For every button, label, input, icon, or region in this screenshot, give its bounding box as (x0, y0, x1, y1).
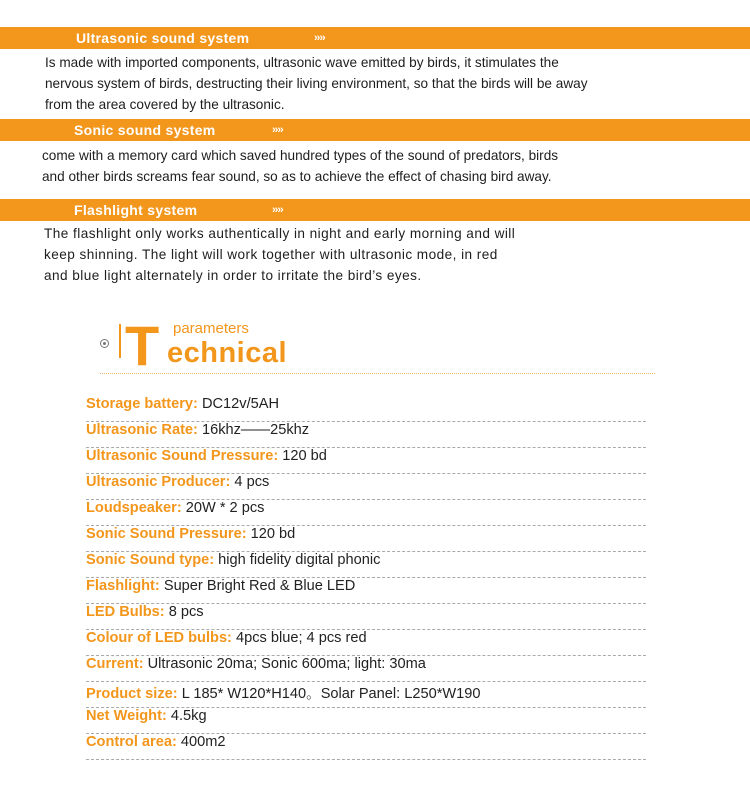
spec-label: Product size: (86, 686, 178, 702)
heading-subtitle: parameters (173, 320, 249, 337)
section-title: Flashlight system (74, 202, 198, 218)
section-title: Sonic sound system (74, 122, 216, 138)
bullet-icon (100, 339, 109, 348)
spec-label: Flashlight: (86, 578, 160, 594)
body-line: come with a memory card which saved hundred types of the sound of predators, birds (42, 148, 559, 163)
section-title: Ultrasonic sound system (76, 30, 250, 46)
spec-label: Ultrasonic Sound Pressure: (86, 448, 279, 464)
heading-underline (100, 373, 655, 374)
section-header-ultrasonic (0, 27, 750, 49)
spec-row-control-area (86, 734, 646, 760)
body-line: The flashlight only works authentically in night and early morning and will (44, 226, 516, 241)
spec-row-current (86, 656, 646, 682)
spec-row-sonic-pressure (86, 526, 646, 552)
section-body-flashlight (44, 223, 515, 286)
section-header-sonic (0, 119, 750, 141)
spec-value: 120 bd (278, 448, 327, 464)
spec-value: 4.5kg (166, 708, 207, 724)
spec-row-ultrasonic-rate (86, 422, 646, 448)
section-header-flashlight (0, 199, 750, 221)
spec-label: Loudspeaker: (86, 500, 182, 516)
arrow-right-icon: ›››› (272, 124, 283, 136)
body-line: and blue light alternately in order to irritate the bird’s eyes. (44, 268, 422, 283)
spec-row-ultrasonic-pressure (86, 448, 646, 474)
spec-label: Control area: (86, 734, 177, 750)
spec-label: Sonic Sound type: (86, 552, 215, 568)
body-line: from the area covered by the ultrasonic. (45, 97, 285, 112)
spec-row-ultrasonic-producer (86, 474, 646, 500)
spec-label: Ultrasonic Rate: (86, 422, 198, 438)
spec-row-led-bulbs (86, 604, 646, 630)
spec-row-loudspeaker (86, 500, 646, 526)
spec-value: high fidelity digital phonic (214, 552, 381, 568)
arrow-right-icon: ›››› (314, 32, 325, 44)
spec-value: 4 pcs (230, 474, 270, 490)
section-body-sonic (42, 145, 558, 187)
spec-row-sonic-type (86, 552, 646, 578)
spec-label: Current: (86, 656, 144, 672)
section-body-ultrasonic (45, 52, 588, 115)
spec-row-storage-battery (86, 396, 646, 422)
body-line: and other birds screams fear sound, so as to achieve the effect of chasing bird away. (42, 169, 552, 184)
spec-label: Ultrasonic Producer: (86, 474, 231, 490)
spec-value: 4pcs blue; 4 pcs red (231, 630, 367, 646)
spec-row-led-colour (86, 630, 646, 656)
heading-big-letter: T (125, 314, 160, 377)
technical-parameters-heading (100, 314, 660, 378)
spec-label: Net Weight: (86, 708, 167, 724)
spec-label: LED Bulbs: (86, 604, 165, 620)
body-line: nervous system of birds, destructing their living environment, so that the birds will be away (45, 76, 588, 91)
spec-value: Super Bright Red & Blue LED (159, 578, 356, 594)
body-line: keep shinning. The light will work together with ultrasonic mode, in red (44, 247, 498, 262)
spec-row-net-weight (86, 708, 646, 734)
spec-value: L 185* W120*H140。Solar Panel: L250*W190 (177, 686, 481, 702)
arrow-right-icon: ›››› (272, 204, 283, 216)
spec-value: 8 pcs (164, 604, 204, 620)
spec-row-product-size (86, 682, 646, 708)
spec-row-flashlight (86, 578, 646, 604)
spec-label: Sonic Sound Pressure: (86, 526, 247, 542)
spec-value: 400m2 (176, 734, 226, 750)
spec-label: Colour of LED bulbs: (86, 630, 232, 646)
heading-title: echnical (167, 337, 288, 369)
spec-value: 120 bd (246, 526, 296, 542)
spec-value: 20W * 2 pcs (181, 500, 265, 516)
spec-label: Storage battery: (86, 396, 198, 412)
divider (119, 324, 121, 358)
body-line: Is made with imported components, ultrasonic wave emitted by birds, it stimulates the (45, 55, 559, 70)
spec-value: 16khz——25khz (197, 422, 310, 438)
spec-value: Ultrasonic 20ma; Sonic 600ma; light: 30ma (143, 656, 426, 672)
spec-value: DC12v/5AH (197, 396, 280, 412)
